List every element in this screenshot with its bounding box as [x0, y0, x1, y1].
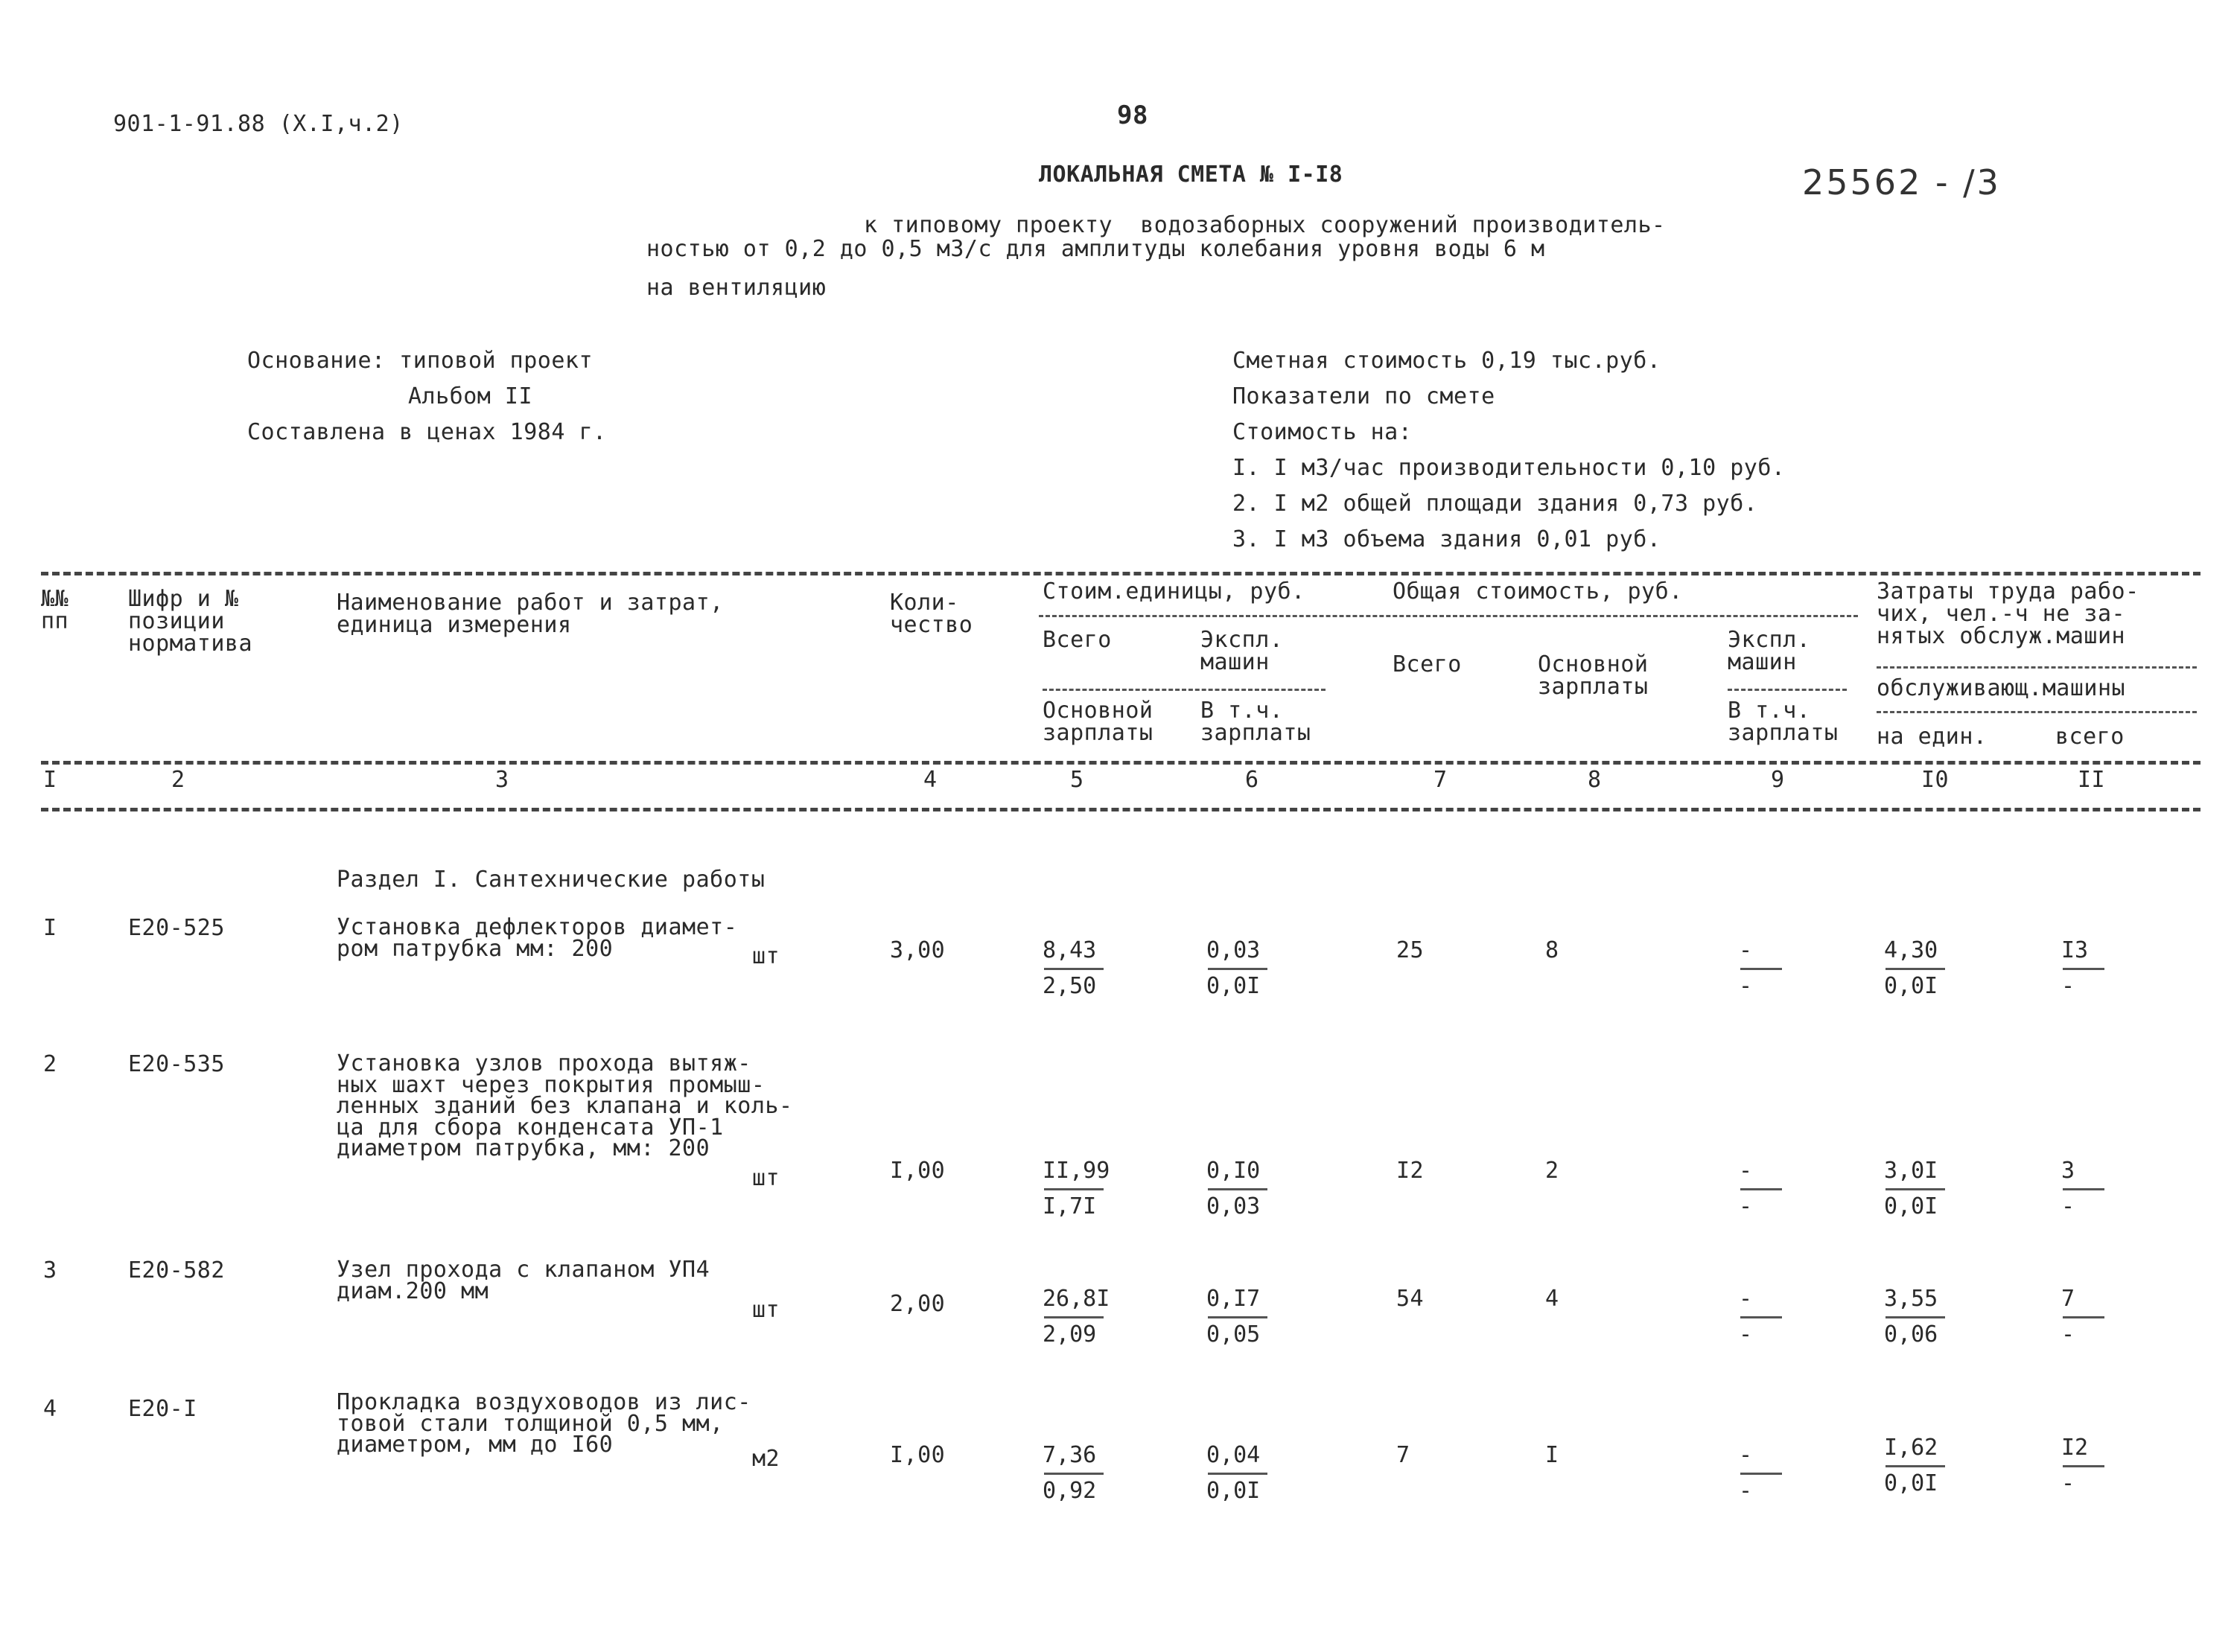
row-unit-cost-fraction: [1043, 1444, 1110, 1504]
header-labor-group: Затраты труда рабо- чих, чел.-ч не за- нятых обслуж.машин: [1877, 578, 2139, 649]
row-total-mach: -: [1739, 1158, 1753, 1184]
row-labor-unit: 3,0I: [1884, 1158, 1938, 1184]
fraction-bar: [1740, 968, 1782, 970]
row-qty: I,00: [890, 1158, 946, 1184]
row-labor-unit-fraction: [1884, 1288, 1951, 1348]
row-total-wage: 4: [1545, 1286, 1559, 1312]
row-total-mach: -: [1739, 1286, 1753, 1312]
row-unit-wage: I,7I: [1043, 1193, 1097, 1219]
header-unit-wage: Основной зарплаты: [1043, 698, 1153, 746]
row-labor-unit-mach: 0,0I: [1884, 1193, 1938, 1219]
row-qty: I,00: [890, 1442, 946, 1468]
header-group-rule: [1039, 615, 1858, 617]
row-total-mach-wage: -: [1739, 1478, 1753, 1504]
table-header-bottom-rule: [41, 808, 2200, 811]
col-number-3: 3: [495, 767, 509, 793]
header-total-mach: Экспл. машин: [1728, 627, 1811, 675]
row-labor-unit-mach: 0,0I: [1884, 973, 1938, 999]
row-total-mach: -: [1739, 937, 1753, 963]
header-col-code: Шифр и № позиции норматива: [128, 586, 253, 657]
col-number-8: 8: [1588, 767, 1602, 793]
table-top-rule: [41, 572, 2200, 575]
header-labor-rule-2: [1877, 711, 2197, 713]
row-name: Узел прохода с клапаном УП4 диам.200 мм: [337, 1257, 710, 1304]
row-unit-mach: 0,03: [1206, 937, 1261, 963]
row-name: Установка узлов прохода вытяж- ных шахт через покрытия промыш- ленных зданий без клапана и коль- ца для сбора конденсата УП-1 диаметром патрубка, мм: 200: [337, 1050, 793, 1161]
header-col-name: Наименование работ и затрат, единица измерения: [337, 590, 724, 638]
row-unit-mach-fraction: [1206, 1444, 1273, 1504]
row-labor-unit: 3,55: [1884, 1286, 1938, 1312]
basis-line-1: Основание: типовой проект: [247, 348, 593, 374]
row-labor-total-fraction: [2061, 1288, 2128, 1348]
row-unit-mach-fraction: [1206, 937, 1273, 999]
row-labor-total: I2: [2061, 1435, 2089, 1461]
row-unit-mach-wage: 0,0I: [1206, 1478, 1261, 1504]
header-total-wage: Основной зарплаты: [1538, 651, 1649, 700]
col-number-7: 7: [1433, 767, 1448, 793]
fraction-bar: [1208, 1316, 1267, 1318]
col-number-11: II: [2078, 767, 2106, 793]
header-total-sub-rule: [1728, 689, 1847, 691]
header-unit-total: Всего: [1043, 627, 1112, 653]
cost-info-line-2: Показатели по смете: [1232, 383, 1495, 409]
row-name: Установка дефлекторов диамет- ром патрубка мм: 200: [337, 914, 738, 962]
row-labor-total: 7: [2061, 1286, 2075, 1312]
header-total-total: Всего: [1393, 651, 1462, 677]
row-unit-total: 26,8I: [1043, 1286, 1110, 1312]
row-labor-unit-fraction: [1884, 1437, 1951, 1496]
row-unit-cost-fraction: [1043, 937, 1110, 999]
col-number-10: I0: [1921, 767, 1950, 793]
fraction-bar: [1208, 968, 1267, 970]
row-qty: 3,00: [890, 937, 946, 963]
row-labor-unit-fraction: [1884, 1160, 1951, 1219]
row-total-mach-fraction: [1739, 1288, 1806, 1348]
row-total-mach-wage: -: [1739, 1193, 1753, 1219]
fraction-bar: [1885, 1316, 1945, 1318]
header-unit-mach: Экспл. машин: [1200, 627, 1284, 675]
row-labor-total-mach: -: [2061, 973, 2075, 999]
header-total-mach-wage: В т.ч. зарплаты: [1728, 698, 1839, 746]
subtitle-line-1: к типовому проекту водозаборных сооружений производитель-: [864, 212, 1666, 238]
row-unit: м2: [752, 1446, 780, 1472]
header-unit-cost-group: Стоим.единицы, руб.: [1043, 578, 1305, 605]
row-total-mach-fraction: [1739, 1160, 1806, 1219]
row-total-mach: -: [1739, 1442, 1753, 1468]
cost-info-line-1: Сметная стоимость 0,19 тыс.руб.: [1232, 348, 1661, 374]
fraction-bar: [1044, 968, 1104, 970]
col-number-1: I: [43, 767, 57, 793]
row-labor-total-fraction: [2061, 937, 2128, 999]
row-unit-wage: 2,09: [1043, 1321, 1097, 1348]
basis-line-2: Альбом II: [408, 383, 533, 409]
page-number: 98: [1117, 101, 1148, 130]
fraction-bar: [1740, 1188, 1782, 1190]
fraction-bar: [2063, 1465, 2104, 1467]
row-unit-mach-fraction: [1206, 1160, 1273, 1219]
row-labor-total-fraction: [2061, 1437, 2128, 1496]
row-labor-total-mach: -: [2061, 1193, 2075, 1219]
column-numbers-rule: [41, 761, 2200, 765]
row-unit-mach: 0,04: [1206, 1442, 1261, 1468]
row-code: Е20-I: [128, 1396, 197, 1422]
row-unit-cost-fraction: [1043, 1288, 1110, 1348]
row-unit: шт: [752, 943, 780, 969]
subtitle-line-3: на вентиляцию: [646, 275, 827, 301]
row-total: 25: [1396, 937, 1425, 963]
fraction-bar: [2063, 1188, 2104, 1190]
fraction-bar: [1208, 1473, 1267, 1475]
row-total-mach-fraction: [1739, 937, 1806, 999]
row-unit-mach-wage: 0,0I: [1206, 973, 1261, 999]
row-unit-mach: 0,I7: [1206, 1286, 1261, 1312]
row-total: I2: [1396, 1158, 1425, 1184]
row-labor-total-fraction: [2061, 1160, 2128, 1219]
row-labor-total: 3: [2061, 1158, 2075, 1184]
row-labor-unit-fraction: [1884, 937, 1951, 999]
col-number-9: 9: [1771, 767, 1785, 793]
fraction-bar: [1044, 1188, 1104, 1190]
row-number: 2: [43, 1051, 57, 1077]
fraction-bar: [1044, 1316, 1104, 1318]
fraction-bar: [2063, 1316, 2104, 1318]
row-labor-unit: I,62: [1884, 1435, 1938, 1461]
row-qty: 2,00: [890, 1291, 946, 1317]
row-total-wage: 2: [1545, 1158, 1559, 1184]
row-labor-unit-mach: 0,0I: [1884, 1470, 1938, 1496]
cost-info-line-5: 2. I м2 общей площади здания 0,73 руб.: [1232, 491, 1758, 517]
row-name: Прокладка воздуховодов из лис- товой стали толщиной 0,5 мм, диаметром, мм до I60: [337, 1389, 751, 1458]
row-labor-total-mach: -: [2061, 1321, 2075, 1348]
col-number-5: 5: [1070, 767, 1084, 793]
col-number-6: 6: [1245, 767, 1259, 793]
fraction-bar: [1208, 1188, 1267, 1190]
row-total-mach-wage: -: [1739, 1321, 1753, 1348]
row-code: Е20-535: [128, 1051, 225, 1077]
row-total-mach-fraction: [1739, 1444, 1806, 1504]
fraction-bar: [1885, 1188, 1945, 1190]
row-total: 7: [1396, 1442, 1410, 1468]
row-unit: шт: [752, 1165, 780, 1191]
row-labor-total: I3: [2061, 937, 2089, 963]
fraction-bar: [2063, 968, 2104, 970]
row-labor-total-mach: -: [2061, 1470, 2075, 1496]
row-unit-mach-wage: 0,05: [1206, 1321, 1261, 1348]
row-number: I: [43, 915, 57, 941]
header-labor-sub: обслуживающ.машины: [1877, 675, 2126, 701]
cost-info-line-4: I. I м3/час производительности 0,10 руб.: [1232, 455, 1786, 481]
col-number-2: 2: [171, 767, 185, 793]
row-total-wage: 8: [1545, 937, 1559, 963]
section-title: Раздел I. Сантехнические работы: [337, 867, 766, 893]
header-total-cost-group: Общая стоимость, руб.: [1393, 578, 1683, 605]
estimate-title: ЛОКАЛЬНАЯ СМЕТА № I-I8: [1039, 162, 1343, 188]
document-code: 901-1-91.88 (Х.I,ч.2): [113, 111, 404, 137]
row-unit-total: 7,36: [1043, 1442, 1097, 1468]
fraction-bar: [1885, 1465, 1945, 1467]
cost-info-line-6: 3. I м3 объема здания 0,01 руб.: [1232, 526, 1661, 552]
col-number-4: 4: [923, 767, 938, 793]
basis-line-3: Составлена в ценах 1984 г.: [247, 419, 607, 445]
row-total-mach-wage: -: [1739, 973, 1753, 999]
row-unit-wage: 0,92: [1043, 1478, 1097, 1504]
cost-info-line-3: Стоимость на:: [1232, 419, 1413, 445]
row-total: 54: [1396, 1286, 1425, 1312]
row-code: Е20-582: [128, 1257, 225, 1283]
row-unit-cost-fraction: [1043, 1160, 1110, 1219]
row-unit-total: II,99: [1043, 1158, 1110, 1184]
fraction-bar: [1044, 1473, 1104, 1475]
fraction-bar: [1740, 1473, 1782, 1475]
row-unit-total: 8,43: [1043, 937, 1097, 963]
header-labor-total: всего: [2055, 724, 2125, 750]
row-unit-wage: 2,50: [1043, 973, 1097, 999]
header-col-num: №№ пп: [41, 586, 69, 634]
header-unit-mach-wage: В т.ч. зарплаты: [1200, 698, 1311, 746]
row-number: 3: [43, 1257, 57, 1283]
row-unit-mach-fraction: [1206, 1288, 1273, 1348]
row-labor-unit: 4,30: [1884, 937, 1938, 963]
row-total-wage: I: [1545, 1442, 1559, 1468]
handwritten-number: 25562 - /3: [1802, 162, 2001, 202]
row-code: Е20-525: [128, 915, 225, 941]
header-labor-unit: на един.: [1877, 724, 1988, 750]
fraction-bar: [1885, 968, 1945, 970]
subtitle-line-2: ностью от 0,2 до 0,5 м3/с для амплитуды колебания уровня воды 6 м: [646, 236, 1545, 262]
row-unit: шт: [752, 1297, 780, 1323]
header-unit-sub-rule: [1043, 689, 1326, 691]
row-labor-unit-mach: 0,06: [1884, 1321, 1938, 1348]
fraction-bar: [1740, 1316, 1782, 1318]
header-labor-rule-1: [1877, 666, 2197, 669]
row-unit-mach-wage: 0,03: [1206, 1193, 1261, 1219]
header-col-qty: Коли- чество: [890, 590, 973, 638]
row-number: 4: [43, 1396, 57, 1422]
row-unit-mach: 0,I0: [1206, 1158, 1261, 1184]
